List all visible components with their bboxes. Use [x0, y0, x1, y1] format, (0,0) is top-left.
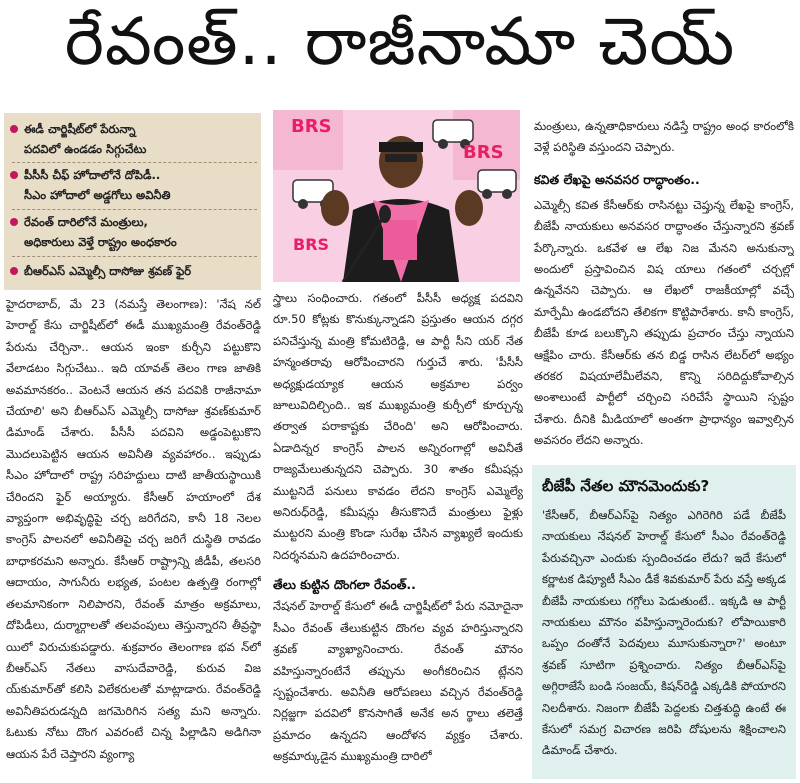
highlight-line: పీసీసీ చీఫ్‌ హోదాలోనే దోపిడీ..	[24, 168, 161, 182]
highlight-line: అధికారులు వెళ్తే రాష్ట్రం అంధకారం	[24, 235, 177, 249]
article-paragraph: హైదరాబాద్, మే 23 (నమస్తే తెలంగాణ): 'నేష నల్ హెరాల్డ్ కేసు చార్జిషీట్‌లో ఈడీ ముఖ్యమంత్రి రేవంత్‌రెడ్డి పేరును చేర్చినా.. ఆయన ఇంకా కుర్చీని పట్టుకొని వేలాడటం సిగ్గుచేటు.. ఇది యావత్ తెలం గాణ జాతికి అవమానకరం.. వెంటనే ఆయన తన పదవికి రాజీనామా చేయాలి' అని బీఆర్‌ఎస్ ఎమ్మెల్సీ దాసోజు శ్రవణ్‌కుమార్ డిమాండ్ చేశారు. పీసీసీ పదవిని అడ్డంపెట్టుకొని మొదలుపెట్టిన ఆయన అవినీతి వ్యవహారం.. ఇప్పుడు సీఎం హోదాలో రాష్ట్ర సరిహద్దులు దాటి జాతీయస్థాయికి చేరిందని ఫైర్ అయ్యారు. కేసీఆర్ హయాంలో దేశ వ్యాప్తంగా అభివృద్ధిపై చర్చ జరిగేదని, కానీ 18 నెలల కాంగ్రెస్ పాలనలో అవినీతిపై చర్చ జరిగే దుస్థితి రావడం బాధాకరమని అన్నారు. కేసీఆర్ రాష్ట్రాన్ని జీడీపీ, తలసరి ఆదాయం, సాగునీరు లభ్యత, పంటల ఉత్పత్తి రంగాల్లో తలమానికంగా నిలిపారని, రేవంత్ మాత్రం అక్రమాలు, దోపిడీలు, దుర్మార్గాలతో తలవంపులు తెస్తున్నారని తీవ్రస్థా యిలో విరుచుకుపడ్డారు. శుక్రవారం తెలంగాణ భవ న్‌లో బీఆర్‌ఎస్ నేతలు వాసుదేవారెడ్డి, కురువ విజ య్‌కుమార్‌తో కలిసి విలేకరులతో మాట్లాడారు. రేవంత్‌రెడ్డి అవినీతిపరుడన్నది జగమెరిగిన సత్య మని అన్నారు. ఓటుకు నోటు దొంగ ఎవరంటే చిన్న పిల్లాడిని అడిగినా ఆయన పేరే చెప్తారని వ్యంగ్యా	[6, 297, 261, 761]
photo-illustration	[273, 110, 520, 282]
headline: రేవంత్.. రాజీనామా చెయ్	[64, 2, 736, 80]
highlight-item	[10, 119, 255, 159]
brs-label: BRS	[463, 142, 504, 163]
divider	[12, 209, 257, 210]
column-1	[6, 294, 261, 782]
article-paragraph: ఎమ్మెల్సీ కవిత కేసీఆర్‌కు రాసినట్టు చెప్తున్న లేఖపై కాంగ్రెస్, బీజేపీ నాయకులు అనవసర రాద్ధాంతం చేస్తున్నారని శ్రవణ్ పేర్కొన్నారు. ఒకవేళ ఆ లేఖ నిజ మేనని అనుకున్నా అందులో ప్రస్తావించిన విష యాలు గతంలో చర్చల్లో ఉన్నవేనని చెప్పారు. ఆ లేఖలో రాజకీయాల్లో వచ్చే మార్పేమీ ఉండబోదని తేలికగా కొట్టిపారేశారు. కానీ కాంగ్రెస్, బీజేపీ కూడ బలుక్కొని తప్పుడు ప్రచారం చేస్తు న్నాయని ఆక్షేపిం చారు. కేసీఆర్‌కు తన బిడ్డ రాసిన లేటర్‌లో అభ్యం తరకర విషయాలేమీలేవని, కొన్ని సరిదిద్దుకోవాల్సిన అంశాలుంటే పార్టీలో చర్చించి సరిచేసే స్థాయిని స్పష్టం చేశారు. దీనికి మీడియాలో అంతగా ప్రాధాన్యం ఇవ్వాల్సిన అవసరం లేదని అన్నారు.	[534, 197, 794, 448]
highlight-line: ఈడీ చార్జిషీట్‌లో పేరున్నా	[24, 122, 136, 136]
column-2	[273, 288, 523, 782]
highlight-item	[10, 261, 255, 281]
divider	[12, 162, 257, 163]
sidebar-box	[532, 465, 796, 779]
section-subhead: కవిత లేఖపై అనవసర రాద్ధాంతం..	[534, 171, 700, 187]
section-subhead: తేలు కుట్టిన దొంగలా రేవంత్..	[273, 577, 416, 593]
speaker-photo	[273, 110, 520, 282]
brs-label: BRS	[291, 116, 332, 137]
divider	[12, 256, 257, 257]
highlight-item	[10, 212, 255, 252]
brs-label: BRS	[293, 235, 330, 254]
highlight-line: సీఎం హోదాలో అడ్డగోలు అవినీతి	[24, 188, 171, 202]
column-3	[534, 116, 794, 461]
highlights-box	[4, 113, 261, 290]
article-paragraph: నేషనల్ హెరాల్డ్ కేసులో ఈడీ చార్జిషీట్‌లో పేరు నమోదైనా సీఎం రేవంత్ తేలుకుట్టిన దొంగల వ్యవ హరిస్తున్నారని శ్రవణ్ వ్యాఖ్యానించారు. రేవంత్ మౌనం వహిస్తున్నారంటేనే తప్పును అంగీకరించిన ట్లేనని స్పష్టంచేశారు. అవినీతి ఆరోపణలు వచ్చిన రేవంత్‌రెడ్డి నిర్లజ్జగా పదవిలో కొనసాగితే అనేక అన ర్థాలు తలెత్తే ప్రమాదం ఉన్నదని ఆందోళన వ్యక్తం చేశారు. అక్రమార్కుడైన ముఖ్యమంత్రి దారిలో	[273, 599, 523, 764]
sidebar-title: బీజేపీ నేతల మౌనమెందుకు?	[542, 477, 710, 495]
highlight-line: రేవంత్ దారిలోనే మంత్రులు,	[24, 215, 148, 229]
article-paragraph: స్త్రాలు సంధించారు. గతంలో పీసీసీ అధ్యక్ష పదవిని రూ.50 కోట్లకు కొనుక్కున్నాడని ప్రస్తుతం ఆయన దగ్గర పనిచేస్తున్న మంత్రి కోమటిరెడ్డి, ఆ పార్టీ సీని యర్ నేత హన్మంతరావు ఆరోపించారని గుర్తుచే శారు. 'పీసీసీ అధ్యక్షుడయ్యాక ఆయన అక్రమాల పర్వం జూలువిదిల్చింది.. ఇక ముఖ్యమంత్రి కుర్చీలో కూర్చున్న తర్వాత పరాకాష్టకు చేరింది' అని ఆరోపించారు. ఏడాదిన్నర కాంగ్రెస్ పాలన అన్నిరంగాల్లో అవినీతే రాజ్యమేలుతున్నదని చెప్పారు. 30 శాతం కమీషన్లు ముట్టనిదే పనులు కావడం లేదని కాంగ్రెస్ ఎమ్మెల్యే అనిరుధ్‌రెడ్డి, కమీషన్లు తీసుకొనిదే మంత్రులు ఫైళ్లు ముట్టరని మంత్రి కొండా సురేఖ చేసిన వ్యాఖ్యలే ఇందుకు నిదర్శనమని ఉదహరించారు.	[273, 291, 523, 562]
highlight-line: బీఆర్ఎస్ ఎమ్మెల్సీ దాసోజు శ్రవణ్ ఫైర్	[24, 264, 192, 278]
highlight-item	[10, 165, 255, 205]
highlight-line: పదవిలో ఉండడం సిగ్గుచేటు	[24, 142, 147, 156]
article-paragraph: మంత్రులు, ఉన్నతాధికారులు నడిస్తే రాష్ట్రం అంధ కారంలోకి వెళ్లే పరిస్థితి వస్తుందని చెప్పారు.	[534, 119, 794, 155]
sidebar-text: 'కేసీఆర్, బీఆర్‌ఎస్‌పై నిత్యం ఎగిరెగిరి పడే బీజేపీ నాయకులు నేషనల్ హెరాల్డ్ కేసులో సీఎం రేవంత్‌రెడ్డి పేరువచ్చినా ఎందుకు స్పందించడం లేదు? ఇదే కేసులో కర్ణాటక డిప్యూటీ సీఎం డీకే శివకుమార్ పేరు వస్తే అక్కడ బీజేపీ నాయకులు గగ్గోలు పెడుతుంటే.. ఇక్కడి ఆ పార్టీ నాయకులు మౌనం వహిస్తున్నారెందుకు? లోపాయికారి ఒప్పం దంతోనే పెదవులు మూసుకున్నారా?' అంటూ శ్రవణ్ సూటిగా ప్రశ్నించారు. నిత్యం బీఆర్‌ఎస్‌పై అగ్గిరాజేసే బండి సంజయ్, కిషన్‌రెడ్డి ఎక్కడికి పోయారని నిలదీశారు. నిజంగా బీజేపీ పెద్దలకు చిత్తశుద్ధి ఉంటే ఈ కేసులో సమగ్ర విచారణ జరిపి దోషులను శిక్షించాలని డిమాండ్ చేశారు.	[542, 508, 786, 758]
